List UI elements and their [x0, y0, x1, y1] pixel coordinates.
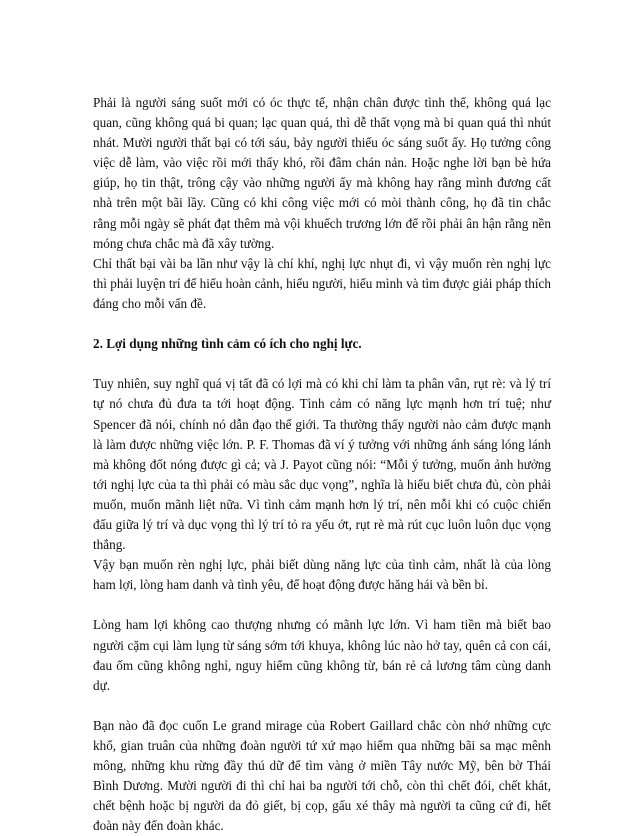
- paragraph-spacer: [93, 354, 551, 374]
- paragraph-gold-rush: Bạn nào đã đọc cuốn Le grand mirage của Robert Gaillard chắc còn nhớ những cực khổ, gian truân của những đoàn người tứ xứ mạo hiểm qua những bãi sa mạc mênh mông, những khu rừng đầy thú dữ để tìm vàng ở miền Tây nước Mỹ, bên bờ Thái Bình Dương. Mười người đi thì chỉ hai ba người tới chỗ, còn thì chết đói, chết khát, chết bệnh hoặc bị người da đỏ giết, bị cọp, gấu xé thây mà người ta cũng cứ đi, hết đoàn này đến đoàn khác.: [93, 717, 551, 834]
- paragraph-practical-mind: Phải là người sáng suốt mới có óc thực tế, nhận chân được tình thế, không quá lạc quan, cũng không quá bi quan; lạc quan quá, thì dễ thất vọng mà bi quan quá thì nhút nhát. Mười người thất bại có tới sáu, bảy người thiếu óc sáng suốt ấy. Họ tưởng công việc dễ làm, vào việc rồi mới thấy khó, rồi đâm chán nản. Hoặc nghe lời bạn bè hứa giúp, họ tin thật, trông cậy vào những người ấy mà không hay rằng mình đương cất nhà trên một bãi lầy. Cũng có khi công việc mới có mòi thành công, họ đã tin chắc rằng mỗi ngày sẽ phát đạt thêm mà vội khuếch trương lớn để rồi phải ân hận rằng nền móng chưa chắc mà đã xây tường.: [93, 95, 551, 251]
- paragraph-emotion-power: Tuy nhiên, suy nghĩ quá vị tất đã có lợi mà có khi chỉ làm ta phân vân, rụt rè: và lý trí tự nó chưa đủ đưa ta tới hoạt động. Tình cảm có năng lực mạnh hơn trí tuệ; như Spencer đã nói, chính nó dẫn đạo thế giới. Ta thường thấy người nào cảm được mạnh là làm được những việc lớn. P. F. Thomas đã ví ý tưởng với những ánh sáng lóng lánh mà không đốt nóng được gì cả; và J. Payot cũng nói: “Mỗi ý tưởng, muốn ảnh hưởng tới nghị lực của ta thì phải có màu sắc dục vọng”, nghĩa là hiểu biết chưa đủ, còn phải muốn, muốn mãnh liệt nữa. Vì tình cảm mạnh hơn lý trí, nên mỗi khi có cuộc chiến đấu giữa lý trí và dục vọng thì lý trí tỏ ra yếu ớt, rụt rè mà rút cục luôn luôn dục vọng thắng.: [93, 376, 551, 553]
- paragraph-spacer: [93, 696, 551, 716]
- paragraph-love-of-gain: Lòng ham lợi không cao thượng nhưng có mãnh lực lớn. Vì ham tiền mà biết bao người cặm cụi làm lụng từ sáng sớm tới khuya, không lúc nào hở tay, quên cả con cái, đau ốm cũng không nghỉ, nguy hiểm cũng không từ, bán rẻ cả lương tâm cùng danh dự.: [93, 617, 551, 693]
- section-heading: 2. Lợi dụng những tình cảm có ích cho nghị lực.: [93, 336, 362, 352]
- paragraph-use-emotions: Vậy bạn muốn rèn nghị lực, phải biết dùng năng lực của tình cảm, nhất là của lòng ham lợi, lòng ham danh và tình yêu, để hoạt động được hăng hái và bền bỉ.: [93, 557, 551, 593]
- document-body: [93, 93, 551, 836]
- paragraph-spacer: [93, 595, 551, 615]
- paragraph-failures: Chỉ thất bại vài ba lần như vậy là chí khí, nghị lực nhụt đi, vì vậy muốn rèn nghị lực thì phải luyện trí để hiểu hoàn cảnh, hiểu người, hiểu mình và tìm được giải pháp thích đáng cho mỗi vấn đề.: [93, 255, 551, 311]
- paragraph-spacer: [93, 314, 551, 334]
